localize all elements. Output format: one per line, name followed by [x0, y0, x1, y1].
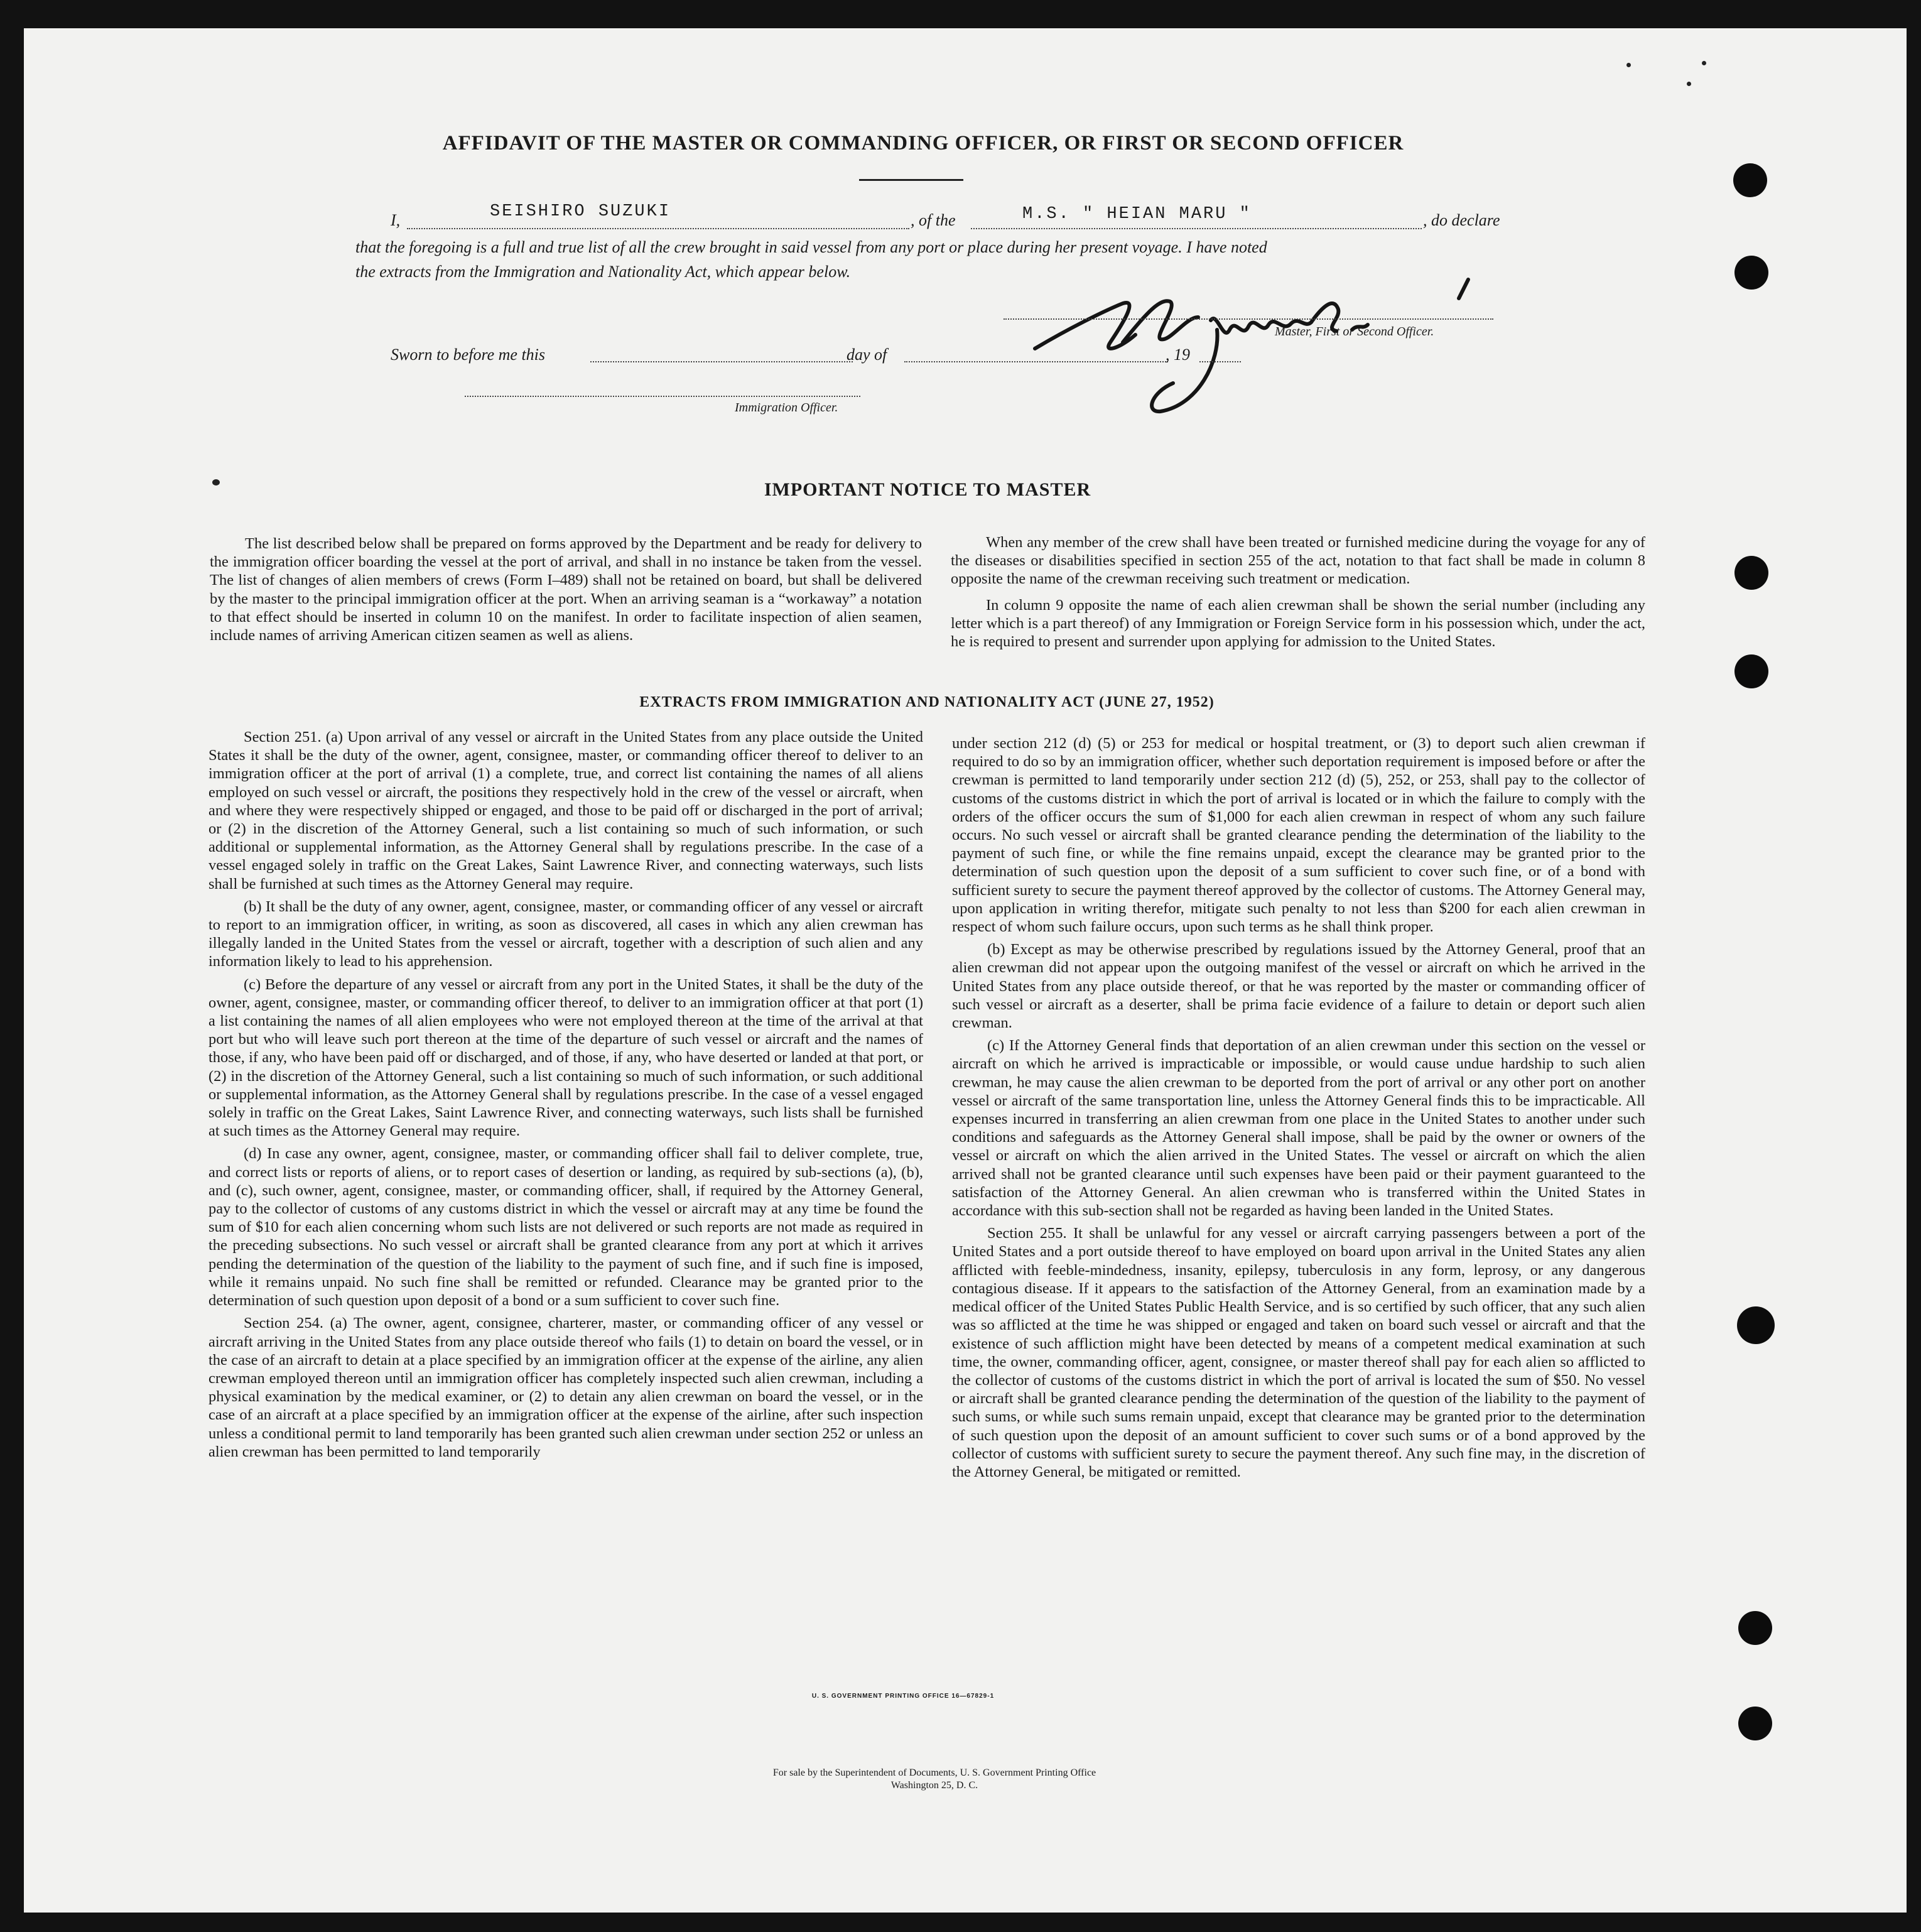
vessel-line — [971, 228, 1422, 229]
punch-hole — [1737, 1306, 1775, 1344]
notice-left-paragraph: The list described below shall be prepared on forms approved by the Department and be ready for delivery to the immigration officer boarding the vessel at the port of arrival, and shall in no instance be taken from the vessel. The list of changes of alien members of crews (Form I–489) shall not be retained on board, but shall be delivered by the master to the principal immigration officer at the port. When an arriving seaman is a “workaway” a notation to that effect should be inserted in column 10 on the manifest. In order to facilitate inspection of alien seamen, include names of arriving American citizen seamen as well as aliens. — [210, 535, 922, 644]
vessel-name[interactable]: M.S. " HEIAN MARU " — [1022, 205, 1252, 224]
section-254-a: Section 254. (a) The owner, agent, consignee, charterer, master, or commanding officer of any vessel or aircraft arriving in the United States from any place outside thereof who fails (1) to detain on board the vessel, or in the case of an aircraft to detain at a place specified by an immigration officer at the expense of the airline, any alien crewman employed thereon until an immigration officer has completely inspected such alien crewman, including a physical examination by the medical examiner, or (2) to detain any alien crewman on board the vessel, or in the case of an aircraft at a place specified by an immigration officer at the expense of the airline, after such inspection unless a conditional permit to land temporarily has been granted such alien crewman under section 252 or unless an alien crewman has been permitted to land temporarily — [208, 1315, 923, 1460]
i-label: I, — [391, 211, 401, 229]
form-sheet — [24, 28, 1907, 1913]
officer-name[interactable]: SEISHIRO SUZUKI — [490, 202, 671, 221]
section-254-a-continued: under section 212 (d) (5) or 253 for medical or hospital treatment, or (3) to deport such alien crewman if required to do so by an immigration officer, whether such deportation requirement is imposed before or after the crewman is permitted to land temporarily under section 212 (d) (5), 252, or 253, shall pay to the collector of customs of the customs district in which the port of arrival is located or in which the failure to comply with the orders of the officer occurs the sum of $1,000 for each alien crewman in respect of whom any such failure occurs. No such vessel or aircraft shall be granted clearance pending the determination of the liability to the payment of such fine, or while the fine remains unpaid, except the clearance may be granted prior to the determination of such question upon the deposit of a sum sufficient to cover such fine, or of a bond with sufficient surety to secure the payment thereof approved by the collector of customs. The Attorney General may, upon application in writing therefor, mitigate such penalty to not less than $200 for each alien crewman in respect of whom such failure occurs, upon such terms as he shall think proper. — [952, 735, 1645, 936]
specks — [1702, 61, 1706, 65]
title-rule — [859, 179, 963, 181]
sale-notice-line-1: For sale by the Superintendent of Documents, U. S. Government Printing Office — [772, 1767, 1096, 1778]
do-declare-label: , do declare — [1423, 211, 1500, 229]
notice-right-paragraph-2: In column 9 opposite the name of each alien crewman shall be shown the serial number (including any letter which is a part thereof) of any Immigration or Foreign Service form in his possession which, under the act, he is required to present and surrender upon applying for admission to the United States. — [951, 596, 1645, 651]
signature-line — [1004, 318, 1493, 320]
punch-hole — [1738, 1611, 1772, 1645]
specks — [212, 479, 220, 486]
section-255: Section 255. It shall be unlawful for any vessel or aircraft carrying passengers between a port of the United States and a port outside thereof to have employed on board upon arrival in the United States any alien afflicted with feeble-mindedness, insanity, epilepsy, tuberculosis in any form, leprosy, or any dangerous contagious disease. If it appears to the satisfaction of the Attorney General, from an examination made by a medical officer of the United States Public Health Service, and is so certified by such officer, that any such alien was so afflicted at the time he was shipped or engaged and taken on board such vessel or aircraft and that the existence of such affliction might have been detected by means of a competent medical examination at such time, the owner, commanding officer, agent, consignee, or master thereof shall pay for each alien so afflicted to the collector of customs of the customs district in which the port of arrival is located the sum of $50. No vessel or aircraft shall be granted clearance pending the determination of the question of the liability to the payment of such sums, or while such sums remain unpaid, except that clearance may be granted prior to the determination of such question upon the deposit of an amount sufficient to cover such sums or of a bond approved by the collector of customs with sufficient surety to secure the payment thereof. Any such fine may, in the discretion of the Attorney General, be mitigated or remitted. — [952, 1225, 1645, 1480]
year-line — [1199, 361, 1241, 362]
month-line — [904, 361, 1168, 362]
sworn-line — [590, 361, 853, 362]
immigration-officer-label: Immigration Officer. — [735, 401, 838, 415]
sworn-label: Sworn to before me this — [391, 345, 546, 364]
notice-left-column — [210, 535, 922, 652]
punch-hole — [1738, 1707, 1772, 1740]
affidavit-line-2: that the foregoing is a full and true list of all the crew brought in said vessel from any port or place during her present voyage. I have noted — [355, 238, 1267, 256]
notice-right-column — [951, 533, 1645, 658]
affidavit-line-3: the extracts from the Immigration and Nationality Act, which appear below. — [355, 263, 851, 281]
master-label: Master, First or Second Officer. — [1275, 325, 1434, 339]
section-254-b: (b) Except as may be otherwise prescribed by regulations issued by the Attorney General, proof that an alien crewman did not appear upon the outgoing manifest of the vessel or aircraft on which he arrived in the United States from any place outside thereof, or that he was reported by the master or commanding officer of such vessel or aircraft as a deserter, shall be prima facie evidence of a failure to detain or deport such alien crewman. — [952, 941, 1645, 1032]
section-251-b: (b) It shall be the duty of any owner, agent, consignee, master, or commanding officer of any vessel or aircraft to report to an immigration officer, in writing, as soon as discovered, all cases in which any alien crewman has illegally landed in the United States from the vessel or aircraft, together with a description of such alien and any information likely to lead to his apprehension. — [208, 898, 923, 970]
immigration-officer-line — [465, 396, 860, 397]
extracts-title: EXTRACTS FROM IMMIGRATION AND NATIONALITY ACT (JUNE 27, 1952) — [639, 694, 1215, 710]
day-of-label: day of — [847, 345, 887, 364]
section-251-a: Section 251. (a) Upon arrival of any vessel or aircraft in the United States from any place outside the United States it shall be the duty of the owner, agent, consignee, master, or commanding officer thereof to deliver to an immigration officer at the port of arrival (1) a complete, true, and correct list containing the names of all aliens employed on such vessel or aircraft, the positions they respectively hold in the crew of the vessel or aircraft, when and where they were respectively shipped or engaged, and those to be paid off or discharged in the port of arrival; or (2) in the discretion of the Attorney General, such a list containing so much of such information, or such additional or supplemental information, as the Attorney General shall by regulations prescribe. In the case of a vessel engaged solely in traffic on the Great Lakes, Saint Lawrence River, and connecting waterways, such lists shall be furnished at such times as the Attorney General may require. — [208, 729, 923, 893]
punch-hole — [1734, 256, 1768, 290]
affidavit-title: AFFIDAVIT OF THE MASTER OR COMMANDING OFFICER, OR FIRST OR SECOND OFFICER — [442, 132, 1404, 155]
notice-title: IMPORTANT NOTICE TO MASTER — [764, 479, 1091, 500]
punch-hole — [1733, 163, 1767, 197]
section-251-d: (d) In case any owner, agent, consignee, master, or commanding officer shall fail to deliver complete, true, and correct lists or reports of aliens, or to report cases of desertion or landing, as required by sub-sections (a), (b), and (c), such owner, agent, consignee, master, or commanding officer, shall, if required by the Attorney General, pay to the collector of customs of any customs district in which the vessel or aircraft may at any time be found the sum of $10 for each alien concerning whom such lists are not delivered or such reports are not made as required in the preceding subsections. No such vessel or aircraft shall be granted clearance from any port at which it arrives pending the determination of the question of the liability to the payment of such fine, and if such fine is imposed, while it remains unpaid. No such fine shall be remitted or refunded. Clearance may be granted prior to the determination of such question upon deposit of a bond or a sum sufficient to cover such fine. — [208, 1145, 923, 1310]
specks — [1687, 82, 1691, 86]
year-label: , 19 — [1166, 345, 1190, 364]
punch-hole — [1734, 654, 1768, 688]
name-line — [407, 228, 909, 229]
notice-right-paragraph-1: When any member of the crew shall have been treated or furnished medicine during the voyage for any of the diseases or disabilities specified in section 255 of the act, notation to that fact shall be made in column 8 opposite the name of the crewman receiving such treatment or medication. — [951, 534, 1645, 588]
punch-hole — [1734, 556, 1768, 590]
section-254-c: (c) If the Attorney General finds that deportation of an alien crewman under this section on the vessel or aircraft on which he arrived is impracticable or impossible, or would cause undue hardship to such alien crewman, he may cause the alien crewman to be deported from the port of arrival or any other port on another vessel or aircraft of the same transportation line, unless the Attorney General finds this to be impracticable. All expenses incurred in transferring an alien crewman from one place in the United States to another under such conditions and safeguards as the Attorney General shall impose, shall be paid by the owner or owners of the vessel or aircraft on which the alien arrived in the United States. The vessel or aircraft on which the alien arrived shall not be granted clearance until such expenses have been paid or their payment guaranteed to the satisfaction of the Attorney General. An alien crewman who is transferred within the United States in accordance with this sub-section shall not be regarded as having been landed in the United States. — [952, 1037, 1645, 1220]
extracts-left-column — [208, 728, 923, 1465]
extracts-right-column — [952, 734, 1645, 1485]
of-the-label: , of the — [911, 211, 956, 229]
sale-notice-line-2: Washington 25, D. C. — [890, 1780, 978, 1791]
specks — [1626, 63, 1631, 67]
section-251-c: (c) Before the departure of any vessel or aircraft from any port in the United States, it shall be the duty of the owner, agent, consignee, master, or commanding officer thereof, to deliver to an immigration officer at that port (1) a list containing the names of all alien employees who were not employed thereon at the time of the arrival at that port but who will leave such port thereon at the time of the departure of such vessel or aircraft and the names of those, if any, who have been paid off or discharged, and of those, if any, who have deserted or landed at that port, or (2) in the discretion of the Attorney General, such a list containing so much of such information, or such additional or supplemental information, as the Attorney General shall by regulations prescribe. In the case of a vessel engaged solely in traffic on the Great Lakes, Saint Lawrence River, and connecting waterways, such lists shall be furnished at such times as the Attorney General may require. — [208, 975, 923, 1140]
master-signature — [1029, 254, 1481, 424]
gpo-imprint: U. S. GOVERNMENT PRINTING OFFICE 16—67829-1 — [811, 1693, 995, 1700]
